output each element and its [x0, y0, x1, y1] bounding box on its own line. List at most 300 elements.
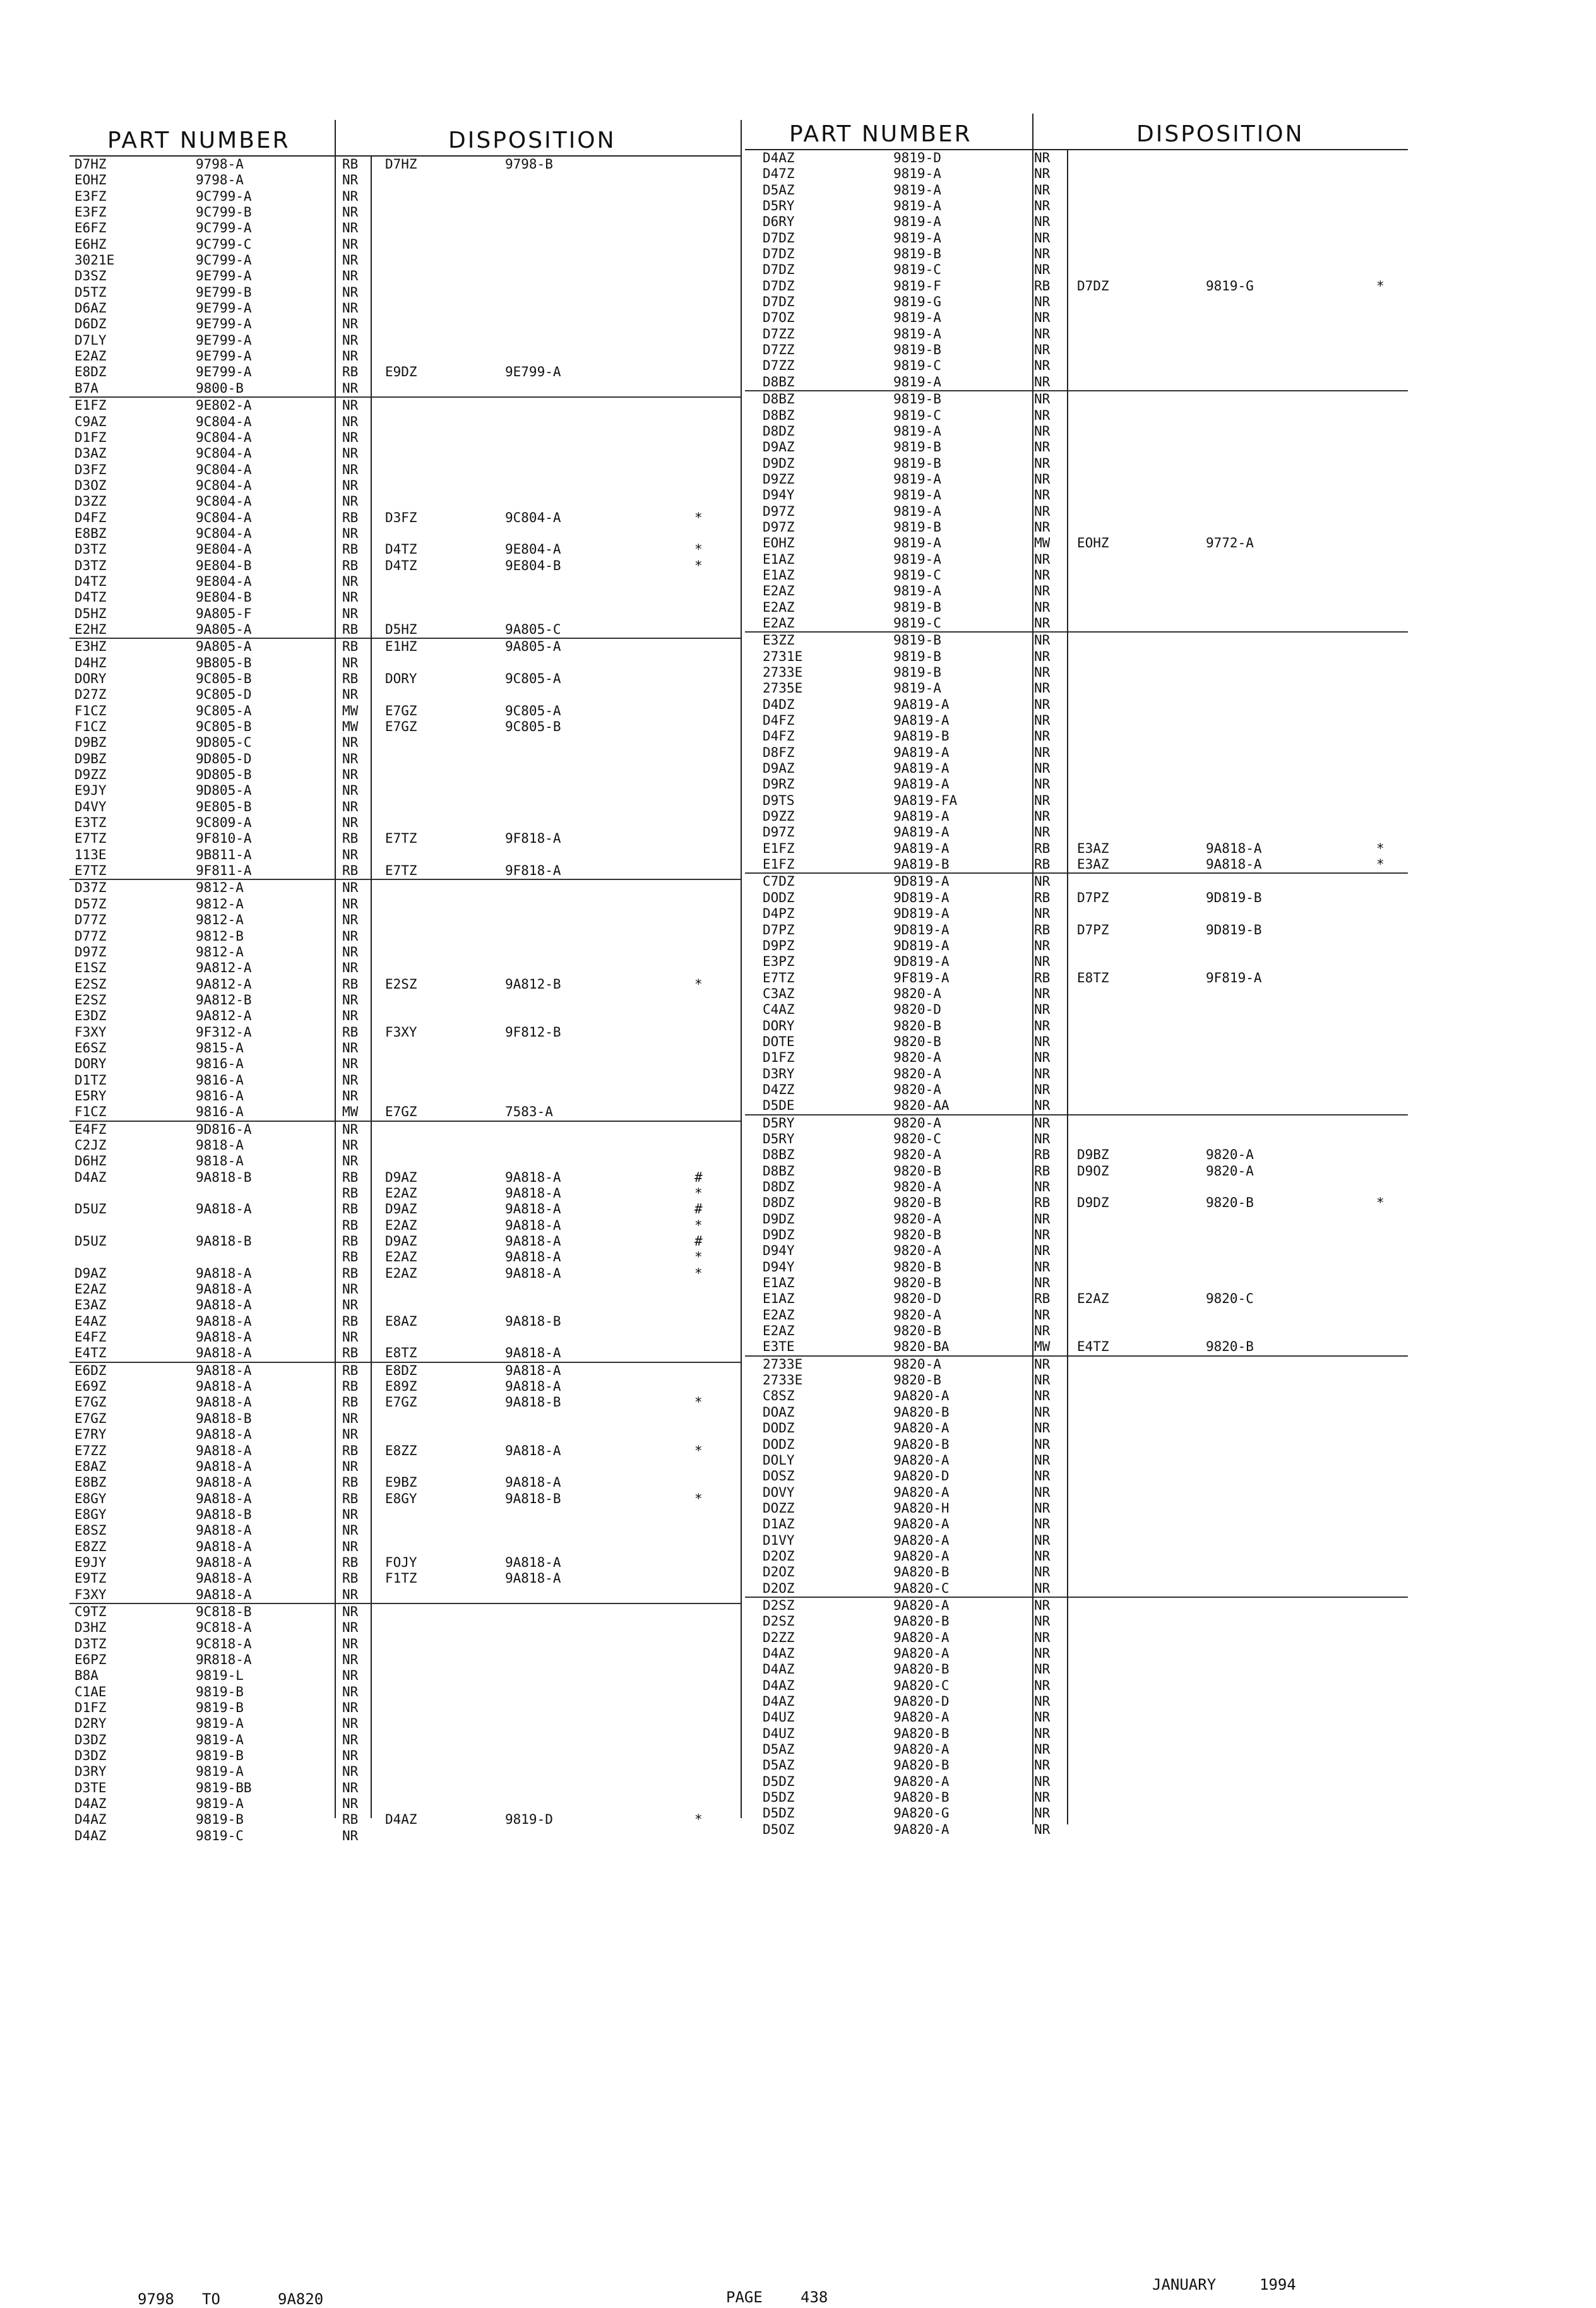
part-number: 9R818-A: [196, 1651, 252, 1667]
table-row: [69, 542, 742, 557]
table-row: [69, 478, 742, 494]
disposition-code: NR: [342, 1088, 359, 1103]
table-row: [69, 1507, 742, 1523]
disposition-code: NR: [1034, 326, 1051, 342]
table-row: [69, 316, 742, 332]
part-number: 9A820-A: [893, 1452, 950, 1468]
part-number: 9C809-A: [196, 815, 252, 831]
table-row: [745, 1516, 1408, 1532]
disposition-code: NR: [1034, 1404, 1051, 1420]
part-number: 9A819-A: [893, 776, 950, 792]
right-parts-table: [745, 150, 1408, 1838]
table-row: [745, 1163, 1408, 1179]
new-part-prefix: D4TZ: [385, 557, 417, 573]
part-prefix: D97Z: [763, 519, 795, 535]
part-number: 9A818-A: [196, 1265, 252, 1281]
part-number: 9A820-B: [893, 1758, 950, 1773]
part-prefix: E8BZ: [74, 1475, 107, 1490]
part-prefix: B8A: [74, 1668, 98, 1684]
part-prefix: E3TE: [763, 1339, 795, 1355]
part-prefix: E69Z: [74, 1379, 107, 1395]
part-number: 9819-A: [893, 374, 941, 390]
disposition-code: NR: [1034, 1420, 1051, 1436]
table-row: [745, 1726, 1408, 1742]
part-prefix: D8BZ: [763, 407, 795, 423]
new-part-prefix: E4TZ: [1077, 1339, 1109, 1355]
part-number: 9819-C: [196, 1828, 244, 1843]
footer-range-to: 9A820: [278, 2290, 324, 2308]
part-number: 9819-A: [893, 535, 941, 551]
part-prefix: E1FZ: [74, 398, 107, 413]
disposition-code: MW: [1034, 535, 1051, 551]
disposition-code: NR: [1034, 761, 1051, 776]
disposition-code: RB: [342, 1379, 359, 1395]
table-row: [69, 1073, 742, 1088]
disposition-code: RB: [342, 1345, 359, 1361]
part-prefix: EOHZ: [763, 535, 795, 551]
disposition-code: NR: [1034, 906, 1051, 922]
part-number: 9E799-A: [196, 332, 252, 348]
disposition-code: RB: [342, 1234, 359, 1249]
part-number: 9A820-B: [893, 1564, 950, 1580]
part-prefix: D4DZ: [763, 696, 795, 712]
part-number: 9A818-A: [196, 1427, 252, 1442]
part-number: 9D819-A: [893, 922, 950, 937]
disposition-code: NR: [342, 1732, 359, 1747]
part-prefix: D3ZZ: [74, 494, 107, 509]
table-row: [69, 606, 742, 622]
disposition-code: RB: [342, 1217, 359, 1233]
disposition-code: NR: [342, 1668, 359, 1684]
part-prefix: D4PZ: [763, 906, 795, 922]
disposition-code: RB: [342, 1186, 359, 1201]
table-row: [69, 333, 742, 348]
part-number: 9C799-C: [196, 236, 252, 252]
table-row: [69, 1170, 742, 1186]
note-mark: *: [694, 557, 703, 573]
new-part-number: 9820-A: [1206, 1163, 1254, 1179]
note-mark: *: [694, 1490, 703, 1506]
part-prefix: D3OZ: [74, 477, 107, 493]
part-prefix: D4FZ: [763, 729, 795, 744]
note-mark: *: [694, 1217, 703, 1233]
part-prefix: D3RY: [763, 1066, 795, 1081]
part-number: 9A820-D: [893, 1468, 950, 1484]
part-number: 9C804-A: [196, 446, 252, 461]
part-number: 9819-A: [893, 326, 941, 342]
table-row: [745, 358, 1408, 374]
part-prefix: E3DZ: [74, 1008, 107, 1024]
disposition-code: NR: [1034, 1131, 1051, 1146]
part-number: 9E799-A: [196, 348, 252, 364]
table-row: [745, 1774, 1408, 1790]
table-row: [745, 649, 1408, 665]
part-number: 9A820-G: [893, 1805, 950, 1821]
part-prefix: D94Y: [763, 1259, 795, 1275]
table-row: [69, 880, 742, 896]
table-row: [745, 761, 1408, 776]
part-prefix: D8BZ: [763, 1147, 795, 1163]
disposition-code: NR: [342, 172, 359, 188]
part-number: 9C799-B: [196, 205, 252, 220]
note-mark: *: [694, 1186, 703, 1201]
table-row: [745, 278, 1408, 294]
table-row: [69, 1764, 742, 1780]
table-row: [69, 1732, 742, 1748]
disposition-code: RB: [1034, 889, 1051, 905]
disposition-code: NR: [1034, 1372, 1051, 1388]
table-row: [745, 697, 1408, 713]
right-panel: [745, 114, 1408, 1838]
part-prefix: D3DZ: [74, 1732, 107, 1747]
part-number: 9C804-A: [196, 429, 252, 445]
part-number: 9A820-A: [893, 1629, 950, 1645]
disposition-code: RB: [1034, 1195, 1051, 1211]
part-number: 9D805-B: [196, 767, 252, 783]
part-prefix: D9ZZ: [74, 767, 107, 783]
left-parts-table: [69, 157, 742, 1844]
part-number: 9A819-A: [893, 696, 950, 712]
table-row: [69, 1411, 742, 1427]
disposition-code: NR: [1034, 1725, 1051, 1741]
new-part-prefix: E7GZ: [385, 1395, 417, 1410]
part-number: 9820-B: [893, 1227, 941, 1243]
disposition-code: NR: [1034, 809, 1051, 824]
part-prefix: D1VY: [763, 1532, 795, 1548]
part-prefix: E6DZ: [74, 1362, 107, 1378]
table-row: [745, 1501, 1408, 1516]
part-prefix: E6SZ: [74, 1040, 107, 1056]
part-prefix: D7OZ: [763, 310, 795, 326]
part-prefix: D5UZ: [74, 1201, 107, 1217]
new-part-prefix: E7TZ: [385, 831, 417, 847]
new-part-number: 9D819-B: [1206, 922, 1262, 937]
part-number: 9820-B: [893, 1195, 941, 1211]
part-number: 9A818-A: [196, 1458, 252, 1474]
part-prefix: D4ZZ: [763, 1081, 795, 1097]
table-row: [745, 1614, 1408, 1629]
part-prefix: E3ZZ: [763, 633, 795, 648]
disposition-code: NR: [1034, 1468, 1051, 1484]
table-row: [69, 510, 742, 526]
disposition-code: NR: [342, 735, 359, 751]
part-prefix: E7ZZ: [74, 1442, 107, 1458]
disposition-code: NR: [1034, 1629, 1051, 1645]
table-row: [745, 857, 1408, 874]
disposition-code: NR: [1034, 567, 1051, 583]
new-part-number: 9A818-A: [505, 1186, 561, 1201]
disposition-code: NR: [1034, 1033, 1051, 1049]
part-number: 9A818-A: [196, 1523, 252, 1538]
table-row: [69, 446, 742, 461]
part-prefix: D1FZ: [763, 1050, 795, 1066]
disposition-code: RB: [1034, 970, 1051, 985]
table-row: [69, 348, 742, 364]
part-number: 9819-C: [893, 358, 941, 374]
part-number: 9A819-A: [893, 744, 950, 760]
disposition-code: NR: [1034, 471, 1051, 487]
part-prefix: D4AZ: [74, 1169, 107, 1185]
part-number: 9A819-FA: [893, 792, 958, 808]
part-prefix: D47Z: [763, 166, 795, 182]
table-row: [745, 1485, 1408, 1501]
table-row: [745, 1694, 1408, 1710]
new-part-prefix: D9AZ: [385, 1201, 417, 1217]
disposition-code: NR: [1034, 503, 1051, 519]
part-number: 9819-B: [893, 455, 941, 471]
table-row: [745, 1405, 1408, 1420]
table-row: [745, 1307, 1408, 1323]
part-number: 9819-B: [893, 519, 941, 535]
table-row: [69, 1314, 742, 1329]
part-prefix: E9TZ: [74, 1571, 107, 1586]
disposition-code: NR: [1034, 246, 1051, 262]
part-prefix: E7TZ: [763, 970, 795, 985]
disposition-code: NR: [342, 1684, 359, 1699]
part-prefix: D6HZ: [74, 1153, 107, 1169]
disposition-code: NR: [342, 896, 359, 912]
part-number: 9A820-A: [893, 1548, 950, 1564]
disposition-code: NR: [1034, 519, 1051, 535]
new-part-number: 9A818-A: [505, 1442, 561, 1458]
part-prefix: D77Z: [74, 912, 107, 928]
part-number: 9A820-B: [893, 1662, 950, 1677]
note-mark: #: [694, 1201, 703, 1217]
part-prefix: D5DZ: [763, 1773, 795, 1789]
part-number: 9820-AA: [893, 1098, 950, 1114]
new-part-number: 9F818-A: [505, 863, 561, 879]
part-number: 9A805-A: [196, 621, 252, 637]
part-number: 9A805-F: [196, 605, 252, 621]
table-row: [69, 1539, 742, 1555]
disposition-code: NR: [342, 398, 359, 413]
part-prefix: D7HZ: [74, 157, 107, 172]
table-row: [69, 590, 742, 605]
table-row: [69, 960, 742, 976]
part-number: 9819-B: [196, 1684, 244, 1699]
table-row: [745, 1468, 1408, 1484]
part-prefix: F1CZ: [74, 703, 107, 718]
disposition-code: NR: [342, 477, 359, 493]
table-row: [745, 1533, 1408, 1549]
part-prefix: D7DZ: [763, 294, 795, 310]
part-number: 9820-B: [893, 1275, 941, 1291]
right-header: [745, 114, 1408, 150]
table-row: [745, 986, 1408, 1002]
disposition-code: NR: [1034, 1275, 1051, 1291]
disposition-code: NR: [1034, 696, 1051, 712]
part-prefix: E2HZ: [74, 621, 107, 637]
disposition-code: NR: [1034, 1821, 1051, 1837]
disposition-code: RB: [342, 157, 359, 172]
note-mark: *: [694, 1265, 703, 1281]
part-number: 9819-A: [893, 423, 941, 439]
table-row: [69, 1056, 742, 1072]
part-prefix: D97Z: [763, 503, 795, 519]
part-prefix: D3TZ: [74, 1636, 107, 1651]
disposition-code: NR: [1034, 1307, 1051, 1323]
part-prefix: 2731E: [763, 648, 803, 664]
disposition-code: NR: [1034, 954, 1051, 970]
table-row: [745, 1002, 1408, 1018]
part-number: 9819-A: [893, 214, 941, 230]
part-prefix: D5TZ: [74, 284, 107, 300]
part-prefix: E8BZ: [74, 525, 107, 541]
table-row: [69, 1040, 742, 1056]
part-number: 9A812-A: [196, 960, 252, 976]
part-number: 9C799-A: [196, 188, 252, 204]
part-prefix: D9ZZ: [763, 809, 795, 824]
table-row: [745, 150, 1408, 166]
part-prefix: C1AE: [74, 1684, 107, 1699]
table-row: [745, 1630, 1408, 1646]
disposition-code: NR: [1034, 1532, 1051, 1548]
disposition-code: NR: [342, 1586, 359, 1602]
part-number: 9A820-A: [893, 1388, 950, 1404]
part-prefix: D9BZ: [74, 735, 107, 751]
disposition-code: NR: [1034, 358, 1051, 374]
footer-year: 1994: [1260, 2276, 1296, 2293]
disposition-code: NR: [1034, 615, 1051, 631]
note-mark: #: [694, 1234, 703, 1249]
part-number: 9A820-C: [893, 1580, 950, 1596]
part-number: 9819-B: [196, 1748, 244, 1764]
part-prefix: DORY: [74, 1056, 107, 1072]
disposition-code: RB: [1034, 1147, 1051, 1163]
part-prefix: D4AZ: [763, 1645, 795, 1661]
disposition-code: RB: [342, 1571, 359, 1586]
table-row: [745, 1131, 1408, 1147]
disposition-code: NR: [1034, 1614, 1051, 1629]
disposition-code: NR: [1034, 1564, 1051, 1580]
disposition-code: NR: [1034, 1179, 1051, 1194]
new-part-number: 9820-B: [1206, 1195, 1254, 1211]
part-prefix: E8GY: [74, 1506, 107, 1522]
table-row: [745, 246, 1408, 262]
table-row: [69, 1363, 742, 1379]
table-row: [745, 906, 1408, 922]
new-part-prefix: D4AZ: [385, 1812, 417, 1828]
part-number: 9818-A: [196, 1153, 244, 1169]
table-row: [745, 1291, 1408, 1307]
table-row: [745, 1034, 1408, 1050]
disposition-code: NR: [342, 767, 359, 783]
disposition-code: NR: [342, 1329, 359, 1345]
disposition-code: NR: [1034, 439, 1051, 455]
disposition-code: NR: [342, 799, 359, 814]
disposition-code: NR: [342, 1072, 359, 1088]
part-number: 9819-A: [893, 681, 941, 696]
disposition-code: NR: [342, 316, 359, 332]
part-number: 9A818-A: [196, 1538, 252, 1554]
disposition-code: NR: [342, 1297, 359, 1313]
table-row: [69, 799, 742, 815]
disposition-code: RB: [342, 639, 359, 655]
table-row: [69, 398, 742, 413]
note-mark: *: [1376, 1195, 1385, 1211]
new-part-prefix: E3AZ: [1077, 857, 1109, 872]
part-prefix: D8DZ: [763, 1195, 795, 1211]
part-number: 9C804-A: [196, 461, 252, 477]
part-number: 9A812-B: [196, 992, 252, 1008]
part-number: 9C799-A: [196, 220, 252, 236]
part-prefix: D9AZ: [763, 761, 795, 776]
disposition-code: RB: [342, 542, 359, 557]
note-mark: #: [694, 1169, 703, 1185]
part-number: 9C804-A: [196, 494, 252, 509]
disposition-code: MW: [342, 703, 359, 718]
part-number: 9E804-A: [196, 542, 252, 557]
part-prefix: E7GZ: [74, 1395, 107, 1410]
part-number: 9E799-B: [196, 284, 252, 300]
disposition-code: NR: [1034, 1516, 1051, 1532]
part-prefix: D2OZ: [763, 1580, 795, 1596]
part-prefix: E2SZ: [74, 976, 107, 992]
table-row: [745, 954, 1408, 970]
part-number: 9A819-A: [893, 809, 950, 824]
table-row: [69, 1523, 742, 1538]
disposition-code: NR: [342, 912, 359, 928]
part-prefix: D5AZ: [763, 1742, 795, 1758]
disposition-code: MW: [1034, 1339, 1051, 1355]
part-number: 9D805-A: [196, 783, 252, 799]
disposition-code: NR: [1034, 1452, 1051, 1468]
part-prefix: D5RY: [763, 1115, 795, 1131]
part-number: 9A812-A: [196, 976, 252, 992]
part-prefix: D9AZ: [763, 439, 795, 455]
disposition-code: NR: [342, 590, 359, 605]
part-prefix: E9JY: [74, 783, 107, 799]
part-prefix: E4FZ: [74, 1329, 107, 1345]
disposition-code: RB: [342, 1313, 359, 1329]
part-prefix: D3AZ: [74, 446, 107, 461]
table-row: [745, 1437, 1408, 1453]
new-part-number: 9F819-A: [1206, 970, 1262, 985]
table-row: [745, 1227, 1408, 1243]
part-prefix: D4AZ: [763, 150, 795, 165]
part-prefix: D2OZ: [763, 1564, 795, 1580]
part-number: 9819-C: [893, 407, 941, 423]
footer-month: JANUARY: [1152, 2276, 1217, 2293]
part-prefix: D3SZ: [74, 268, 107, 284]
part-number: 9819-B: [893, 665, 941, 680]
table-row: [69, 977, 742, 992]
disposition-code: NR: [1034, 1790, 1051, 1805]
table-row: [745, 874, 1408, 889]
part-prefix: D97Z: [74, 944, 107, 960]
new-part-number: 9A818-A: [505, 1217, 561, 1233]
new-part-prefix: D3FZ: [385, 509, 417, 525]
part-prefix: E8AZ: [74, 1458, 107, 1474]
table-row: [745, 1115, 1408, 1131]
part-number: 9819-G: [893, 294, 941, 310]
part-number: 9820-A: [893, 1081, 941, 1097]
table-row: [69, 253, 742, 268]
part-number: 9820-A: [893, 1179, 941, 1194]
part-number: 9C805-B: [196, 719, 252, 735]
part-number: 9A819-A: [893, 824, 950, 840]
table-row: [745, 262, 1408, 278]
disposition-code: NR: [1034, 937, 1051, 953]
part-prefix: E8GY: [74, 1490, 107, 1506]
table-row: [745, 633, 1408, 648]
part-prefix: D3FZ: [74, 461, 107, 477]
part-number: 9D819-A: [893, 906, 950, 922]
table-row: [745, 1018, 1408, 1034]
part-prefix: E3PZ: [763, 954, 795, 970]
part-prefix: D8FZ: [763, 744, 795, 760]
disposition-code: NR: [342, 1620, 359, 1636]
